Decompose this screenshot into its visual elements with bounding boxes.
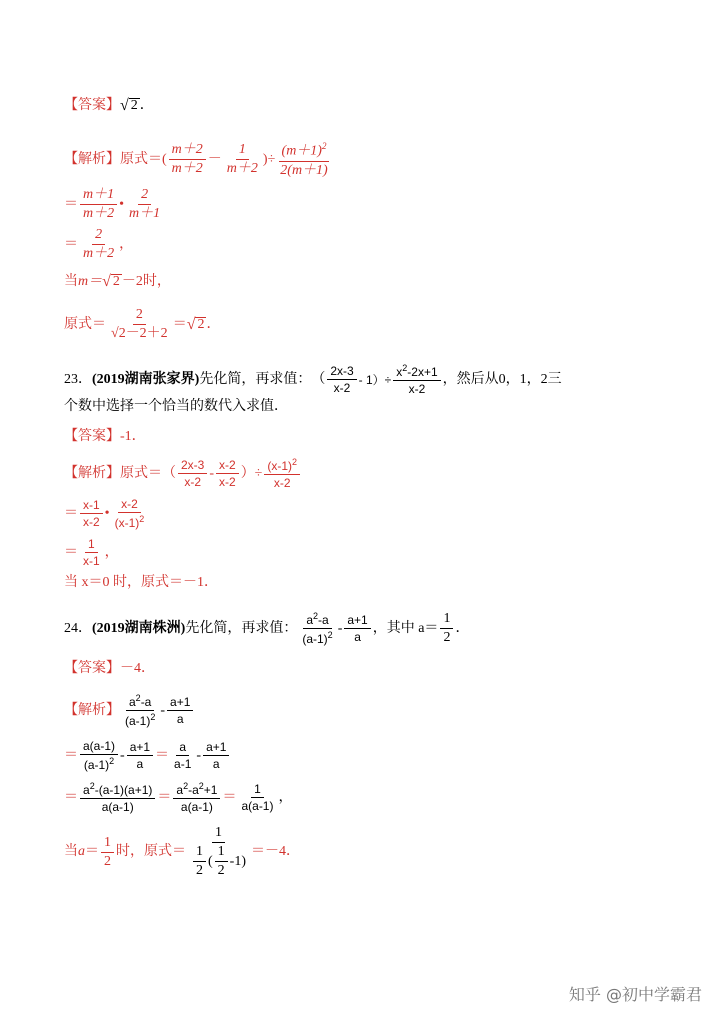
fraction: $\frac{(m+1)^2}{2(m+1)}$ [280,141,328,178]
q22-step-line: ＝ $\frac{m+1}{m+2}$ • $\frac{2}{m+1}$ [64,188,165,221]
q22-final-line: 原式＝ $\frac{2}{√2-2+2}$ ＝ √ 2 ． [64,307,221,341]
sqrt-expression: √ 2 [186,315,205,333]
q24-answer-line: 【答案】 －4． [64,661,155,676]
q24-step-line: ＝ $\frac{a^2-(a-1)(a+1)}{a(a-1)}$ ＝ $\frac{a^2-a^2+1}{a(a-1)}$ ＝ $\frac{1}{a(a-1)}$ ， [64,781,293,814]
q23-analysis-line: 【解析】 原式＝ （ $\frac{2x-3}{x-2}$ - $\frac{x-2}{x-2}$ ）÷ $\frac{(x-1)^2}{x-2}$ [64,458,302,489]
fraction: $\frac{2x-3}{x-2}$ [327,365,356,394]
fraction: $\frac{a^2-(a-1)(a+1)}{a(a-1)}$ [80,782,155,813]
q23-stem-line: 23． (2019湖南张家界) 先化简，再求值： （ $\frac{2x-3}{x-2}$ - 1）÷ $\frac{x^2-2x+1}{x-2}$ ，然后从0，1，2三 [64,363,562,396]
q22-answer-line: 【答案】 √ 2 ． [64,97,154,114]
fraction: $\frac{1}{a(a-1)}$ [241,782,274,813]
fraction: $\frac{2x-3}{x-2}$ [178,459,207,488]
q24-step-line: ＝ $\frac{a(a-1)}{(a-1)^2}$ - $\frac{a+1}{a}$ ＝ $\frac{a}{a-1}$ - $\frac{a+1}{a}$ [64,740,231,771]
fraction: $\frac{1}{2}$ [193,845,206,878]
fraction: $\frac{x-1}{x-2}$ [80,499,103,528]
fraction: $\frac{(x-1)^2}{x-2}$ [264,458,300,489]
fraction: 1 $\frac{1}{2}$ ( $\frac{1}{2}$ -1 ) [188,826,249,878]
fraction: $\frac{1}{x-1}$ [83,537,100,568]
fraction: $\frac{2}{m+1}$ [129,187,161,221]
fraction: $\frac{a+1}{a}$ [344,614,370,643]
q24-stem-line: 24． (2019湖南株洲) 先化简，再求值： $\frac{a^2-a}{(a-1)^2}$ - $\frac{a+1}{a}$ ，其中 a＝ $\frac{1}{2}$ ． [64,611,470,646]
fraction: $\frac{a+1}{a}$ [167,696,193,725]
fraction: $\frac{x^2-2x+1}{x-2}$ [393,364,440,395]
q22-analysis-line: 【解析】 原式＝ ( $\frac{m+2}{m+2}$ － $\frac{1}{m+2}$ )÷ $\frac{(m+1)^2}{2(m+1)}$ [64,142,333,178]
fraction: $\frac{a(a-1)}{(a-1)^2}$ [80,740,118,771]
q23-answer-line: 【答案】 -1． [64,429,146,444]
fraction: $\frac{a^2-a}{(a-1)^2}$ [125,693,156,728]
sqrt-expression: √ 2 [102,273,120,290]
fraction: $\frac{m+2}{m+2}$ [169,143,206,176]
fraction: $\frac{1}{2}$ [440,612,453,645]
fraction: $\frac{1}{2}$ [215,845,228,878]
fraction: $\frac{a+1}{a}$ [203,741,229,770]
fraction: $\frac{a+1}{a}$ [127,741,153,770]
fraction: $\frac{2}{√2-2+2}$ [111,307,168,341]
watermark: 知乎 @初中学霸君 [568,985,702,1004]
q22-when-line: 当 m＝ √ 2 －2 时， [64,273,171,290]
q22-step-line: ＝ $\frac{2}{m+2}$ ， [64,227,134,261]
fraction: $\frac{a^2-a^2+1}{a(a-1)}$ [173,782,220,813]
fraction: $\frac{1}{m+2}$ [226,142,258,177]
fraction: $\frac{x-2}{x-2}$ [216,459,239,488]
fraction: $\frac{a}{a-1}$ [174,740,192,771]
q23-stem-line: 个数中选择一个恰当的数代入求值． [64,399,288,414]
q23-step-line: ＝ $\frac{1}{x-1}$ ， [64,537,119,568]
answer-label: 【答案】 [64,98,120,113]
fraction: $\frac{a^2-a}{(a-1)^2}$ [302,611,333,646]
sqrt-expression: √ 2 [120,97,138,114]
fraction: $\frac{x-2}{(x-1)^2}$ [114,497,145,530]
q23-final-line: 当 x＝0 时，原式＝－1． [64,575,218,590]
q24-analysis-line: 【解析】 $\frac{a^2-a}{(a-1)^2}$ - $\frac{a+1}{a}$ [64,694,195,727]
q24-final-line: 当 a ＝ $\frac{1}{2}$ 时， 原式＝ 1 $\frac{1}{2}$ ( $\frac{1}{2}$ -1 ) ＝－4． [64,825,301,878]
fraction: $\frac{2}{m+2}$ [83,227,115,261]
fraction: $\frac{1}{2}$ [101,836,114,869]
q23-step-line: ＝ $\frac{x-1}{x-2}$ • $\frac{x-2}{(x-1)^2}$ [64,498,149,529]
analysis-label: 【解析】 [64,151,120,167]
fraction: $\frac{m+1}{m+2}$ [80,188,117,221]
